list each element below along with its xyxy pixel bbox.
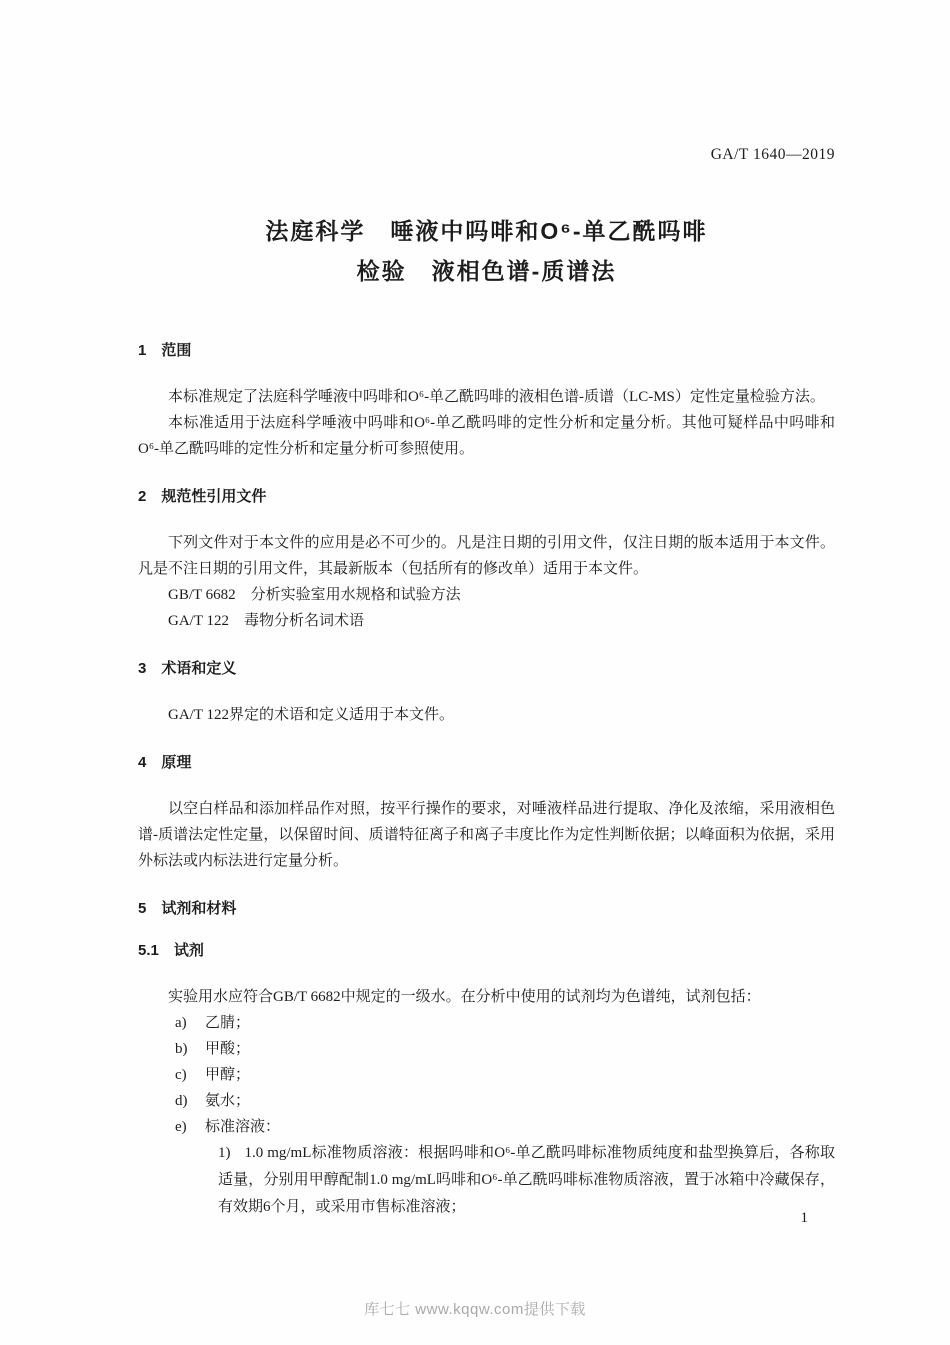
list-marker: b): [175, 1041, 188, 1057]
page-number: 1: [800, 1210, 808, 1226]
footer-watermark: 库七七 www.kqqw.com提供下载: [364, 1301, 586, 1318]
section-3-heading: 3 术语和定义: [138, 660, 237, 677]
doc-code: GA/T 1640—2019: [710, 146, 835, 163]
section-1-heading: 1 范围: [138, 342, 192, 359]
reagent-item-e: [138, 1114, 835, 1140]
reagent-item-d: [138, 1088, 835, 1114]
section-4-heading: 4 原理: [138, 754, 192, 771]
section-2-paragraph-1: 下列文件对于本文件的应用是必不可少的。凡是注日期的引用文件，仅注日期的版本适用于本文件。凡是不注日期的引用文件，其最新版本（包括所有的修改单）适用于本文件。: [138, 535, 835, 577]
document-title: [138, 214, 835, 288]
section-5-heading: 5 试剂和材料: [138, 900, 237, 917]
section-1-paragraph-2: 本标准适用于法庭科学唾液中吗啡和O⁶-单乙酰吗啡的定性分析和定量分析。其他可疑样品中吗啡和O⁶-单乙酰吗啡的定性分析和定量分析可参照使用。: [138, 415, 835, 457]
section-1-paragraph-1: 本标准规定了法庭科学唾液中吗啡和O⁶-单乙酰吗啡的液相色谱-质谱（LC-MS）定性定量检验方法。: [168, 389, 825, 405]
list-marker: 1): [218, 1145, 231, 1161]
list-text: 乙腈；: [205, 1015, 251, 1031]
section-5-1-heading: 5.1 试剂: [138, 942, 204, 959]
section-2-heading: 2 规范性引用文件: [138, 488, 267, 505]
document-title-line2: 检验 液相色谱-质谱法: [356, 258, 617, 284]
section-5-1-paragraph-1: 实验用水应符合GB/T 6682中规定的一级水。在分析中使用的试剂均为色谱纯，试剂包括：: [168, 989, 761, 1005]
list-text: 标准溶液：: [205, 1119, 281, 1135]
list-marker: c): [175, 1067, 187, 1083]
document-content: [138, 0, 835, 1221]
document-title-line1: 法庭科学 唾液中吗啡和O⁶-单乙酰吗啡: [265, 218, 708, 244]
standard-solution-subitem-1: [138, 1140, 835, 1221]
list-text: 甲酸；: [205, 1041, 251, 1057]
list-text: 甲醇；: [205, 1067, 251, 1083]
list-marker: e): [175, 1119, 187, 1135]
reference-gbt-6682: GB/T 6682 分析实验室用水规格和试验方法: [168, 587, 461, 603]
reagent-item-b: [138, 1036, 835, 1062]
list-marker: d): [175, 1093, 188, 1109]
reference-gat-122: GA/T 122 毒物分析名词术语: [168, 613, 364, 629]
section-3-paragraph-1: GA/T 122界定的术语和定义适用于本文件。: [168, 707, 454, 723]
reagent-item-a: [138, 1010, 835, 1036]
list-text: 氨水；: [205, 1093, 251, 1109]
reagent-list: [138, 1010, 835, 1221]
reagent-item-c: [138, 1062, 835, 1088]
section-4-paragraph-1: 以空白样品和添加样品作对照，按平行操作的要求，对唾液样品进行提取、净化及浓缩，采用液相色谱-质谱法定性定量，以保留时间、质谱特征离子和离子丰度比作为定性判断依据；以峰面积为依据，采用外标法或内标法进行定量分析。: [138, 801, 835, 869]
list-text: 1.0 mg/mL标准物质溶液：根据吗啡和O⁶-单乙酰吗啡标准物质纯度和盐型换算后，各称取适量，分别用甲醇配制1.0 mg/mL吗啡和O⁶-单乙酰吗啡标准物质溶液，置于冰箱中冷藏保存，有效期6个月，或采用市售标准溶液；: [218, 1145, 835, 1215]
list-marker: a): [175, 1015, 187, 1031]
